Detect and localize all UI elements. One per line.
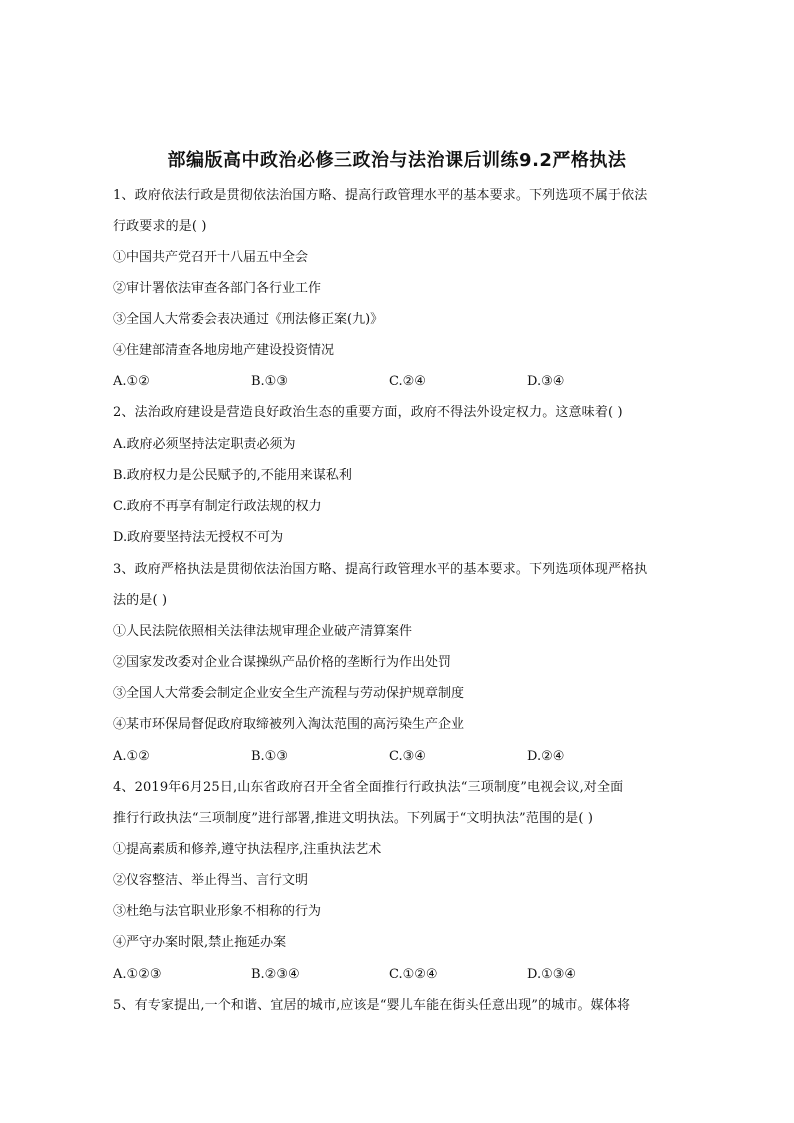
question-2-option-c: C.政府不再享有制定行政法规的权力	[113, 499, 322, 514]
question-1-stem-line-2: 行政要求的是( )	[113, 219, 207, 234]
question-3-stem-line-1: 3、政府严格执法是贯彻依法治国方略、提高行政管理水平的基本要求。下列选项体现严格执	[113, 562, 648, 577]
question-4-item-2: ②仪容整洁、举止得当、言行文明	[113, 873, 309, 888]
question-3-stem-line-2: 法的是( )	[113, 593, 168, 608]
question-4-stem-line-2: 推行行政执法“三项制度”进行部署,推进文明执法。下列属于“文明执法”范围的是( )	[113, 811, 594, 826]
option-b: B.①③	[251, 749, 288, 764]
question-3-options	[113, 749, 688, 765]
option-d: D.①③④	[527, 967, 577, 982]
question-3-item-2: ②国家发改委对企业合谋操纵产品价格的垄断行为作出处罚	[113, 655, 452, 670]
question-4-stem-line-1: 4、2019年6月25日,山东省政府召开全省全面推行行政执法“三项制度”电视会议,对全面	[113, 780, 624, 795]
question-2-option-d: D.政府要坚持法无授权不可为	[113, 530, 284, 545]
question-1-item-4: ④住建部清查各地房地产建设投资情况	[113, 343, 335, 358]
question-1-item-2: ②审计署依法审查各部门各行业工作	[113, 281, 322, 296]
option-d: D.③④	[527, 374, 565, 389]
option-b: B.②③④	[251, 967, 300, 982]
option-c: C.②④	[389, 374, 426, 389]
question-4-item-4: ④严守办案时限,禁止拖延办案	[113, 935, 287, 950]
question-5-stem-line-1: 5、有专家提出,一个和谐、宜居的城市,应该是“婴儿车能在街头任意出现”的城市。媒体将	[113, 998, 631, 1013]
question-1-options	[113, 374, 688, 390]
option-c: C.①②④	[389, 967, 438, 982]
question-2-option-b: B.政府权力是公民赋予的,不能用来谋私利	[113, 468, 352, 483]
question-1-stem-line-1: 1、政府依法行政是贯彻依法治国方略、提高行政管理水平的基本要求。下列选项不属于依法	[113, 188, 648, 203]
question-4-item-1: ①提高素质和修养,遵守执法程序,注重执法艺术	[113, 842, 382, 857]
question-1-item-3: ③全国人大常委会表决通过《刑法修正案(九)》	[113, 312, 384, 327]
question-3-item-4: ④某市环保局督促政府取缔被列入淘汰范围的高污染生产企业	[113, 717, 465, 732]
question-1-item-1: ①中国共产党召开十八届五中全会	[113, 250, 309, 265]
question-3-item-1: ①人民法院依照相关法律法规审理企业破产清算案件	[113, 624, 413, 639]
option-a: A.①②	[113, 374, 150, 389]
question-2-option-a: A.政府必须坚持法定职责必须为	[113, 437, 296, 452]
option-b: B.①③	[251, 374, 288, 389]
question-4-options	[113, 967, 688, 983]
option-d: D.②④	[527, 749, 565, 764]
option-c: C.③④	[389, 749, 426, 764]
page-title: 部编版高中政治必修三政治与法治课后训练9.2严格执法	[167, 150, 627, 171]
question-2-stem-line-1: 2、法治政府建设是营造良好政治生态的重要方面，政府不得法外设定权力。这意味着( )	[113, 405, 623, 420]
question-4-item-3: ③杜绝与法官职业形象不相称的行为	[113, 904, 322, 919]
option-a: A.①②	[113, 749, 150, 764]
option-a: A.①②③	[113, 967, 162, 982]
question-3-item-3: ③全国人大常委会制定企业安全生产流程与劳动保护规章制度	[113, 686, 465, 701]
